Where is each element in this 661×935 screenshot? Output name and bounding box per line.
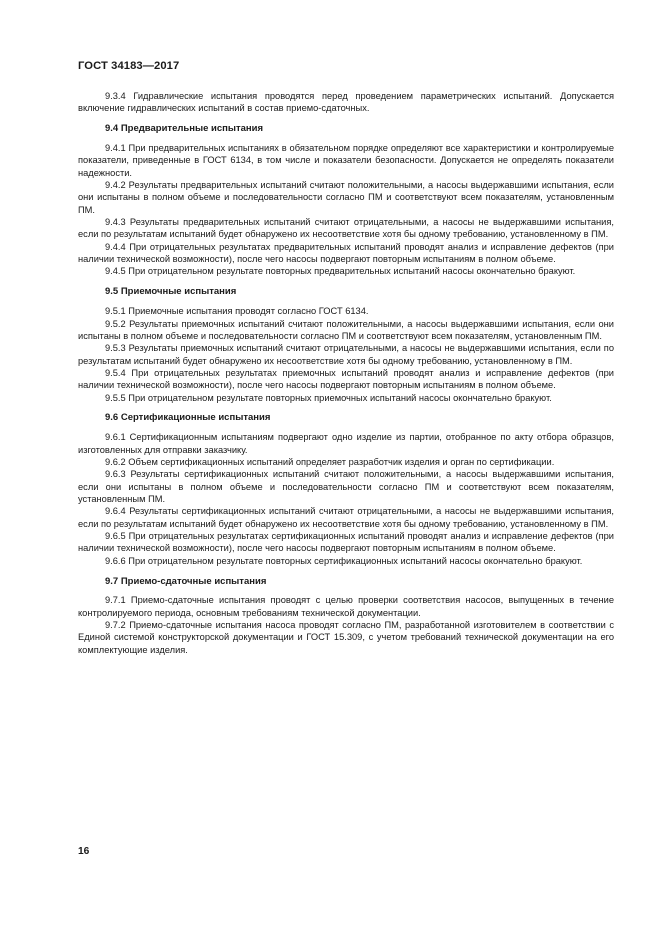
page-number: 16: [78, 846, 90, 857]
section-heading-9-7: 9.7 Приемо-сдаточные испытания: [105, 575, 267, 587]
section-heading-9-5: 9.5 Приемочные испытания: [105, 286, 237, 298]
document-header: ГОСТ 34183—2017: [78, 60, 180, 72]
paragraph-9-7-1: 9.7.1 Приемо-сдаточные испытания проводят с целью проверки соответствия насосов, выпущенных в течение контролируемого периода, основным требованиям технической документации.: [78, 595, 614, 618]
paragraph-9-5-2: 9.5.2 Результаты приемочных испытаний считают положительными, а насосы выдержавшими испытания, если они испытаны в полном объеме и последовательности согласно ПМ и соответствуют всем показателям, установленным ПМ.: [78, 318, 614, 341]
paragraph-9-4-5: 9.4.5 При отрицательном результате повторных предварительных испытаний насосы окончательно бракуют.: [105, 266, 576, 277]
paragraph-9-4-2: 9.4.2 Результаты предварительных испытаний считают положительными, а насосы выдержавшими испытания, если они испытаны в полном объеме и последовательности согласно ПМ и соответствуют всем показателям, установленным ПМ.: [78, 180, 614, 215]
paragraph-9-6-3: 9.6.3 Результаты сертификационных испытаний считают положительными, а насосы выдержавшими испытания, если они испытаны в полном объеме и последовательности согласно ПМ и соответствуют всем показателям, установленным ПМ.: [78, 469, 614, 504]
paragraph-9-3-4: 9.3.4 Гидравлические испытания проводятся перед проведением параметрических испытаний. Допускается включение гидравлических испытаний в состав приемо-сдаточных.: [78, 91, 614, 114]
paragraph-9-5-1: 9.5.1 Приемочные испытания проводят согласно ГОСТ 6134.: [105, 306, 369, 317]
paragraph-9-7-2: 9.7.2 Приемо-сдаточные испытания насоса проводят согласно ПМ, разработанной изготовителем в соответствии с Единой системой конструкторской документации и ГОСТ 15.309, с учетом требований технической документации на его комплектующие изделия.: [78, 620, 614, 655]
paragraph-9-4-4: 9.4.4 При отрицательных результатах предварительных испытаний проводят анализ и исправление дефектов (при наличии технической возможности), после чего насосы подвергают повторным испытаниям в полном объеме.: [78, 241, 614, 265]
paragraph-9-6-2: 9.6.2 Объем сертификационных испытаний определяет разработчик изделия и орган по сертификации.: [105, 456, 555, 467]
paragraph-9-5-3: 9.5.3 Результаты приемочных испытаний считают отрицательными, а насосы не выдержавшими испытания, если по результатам испытаний будет обнаружено их несоответствие хотя бы одному требованию, установленному в ПМ.: [78, 343, 614, 366]
document-body: [78, 90, 614, 656]
paragraph-9-6-5: 9.6.5 При отрицательных результатах сертификационных испытаний проводят анализ и исправление дефектов (при наличии технической возможности), после чего насосы подвергают повторным испытаниям в полном объеме.: [78, 531, 614, 554]
paragraph-9-6-4: 9.6.4 Результаты сертификационных испытаний считают отрицательными, а насосы не выдержавшими испытания, если по результатам испытаний будет обнаружено их несоответствие хотя бы одному требованию, установленному в ПМ.: [78, 506, 614, 529]
paragraph-9-4-1: 9.4.1 При предварительных испытаниях в обязательном порядке определяют все характеристики и контролируемые показатели, приведенные в ГОСТ 6134, в том числе и показатели безопасности. Допускается не определять показатели надежности.: [78, 143, 614, 178]
paragraph-9-6-1: 9.6.1 Сертификационным испытаниям подвергают одно изделие из партии, отобранное по акту отбора образцов, изготовленных для отправки заказчику.: [78, 432, 614, 455]
section-heading-9-4: 9.4 Предварительные испытания: [105, 123, 264, 135]
paragraph-9-5-5: 9.5.5 При отрицательном результате повторных приемочных испытаний насосы окончательно бракуют.: [105, 392, 552, 403]
paragraph-9-6-6: 9.6.6 При отрицательном результате повторных сертификационных испытаний насосы окончательно бракуют.: [105, 555, 583, 566]
paragraph-9-4-3: 9.4.3 Результаты предварительных испытаний считают отрицательными, а насосы не выдержавшими испытания, если по результатам испытаний будет обнаружено их несоответствие хотя бы одному требованию, установленному в ПМ.: [78, 217, 614, 240]
paragraph-9-5-4: 9.5.4 При отрицательных результатах приемочных испытаний проводят анализ и исправление дефектов (при наличии технической возможности), после чего насосы подвергают повторным испытаниям в полном объеме.: [78, 367, 614, 391]
section-heading-9-6: 9.6 Сертификационные испытания: [105, 412, 271, 424]
